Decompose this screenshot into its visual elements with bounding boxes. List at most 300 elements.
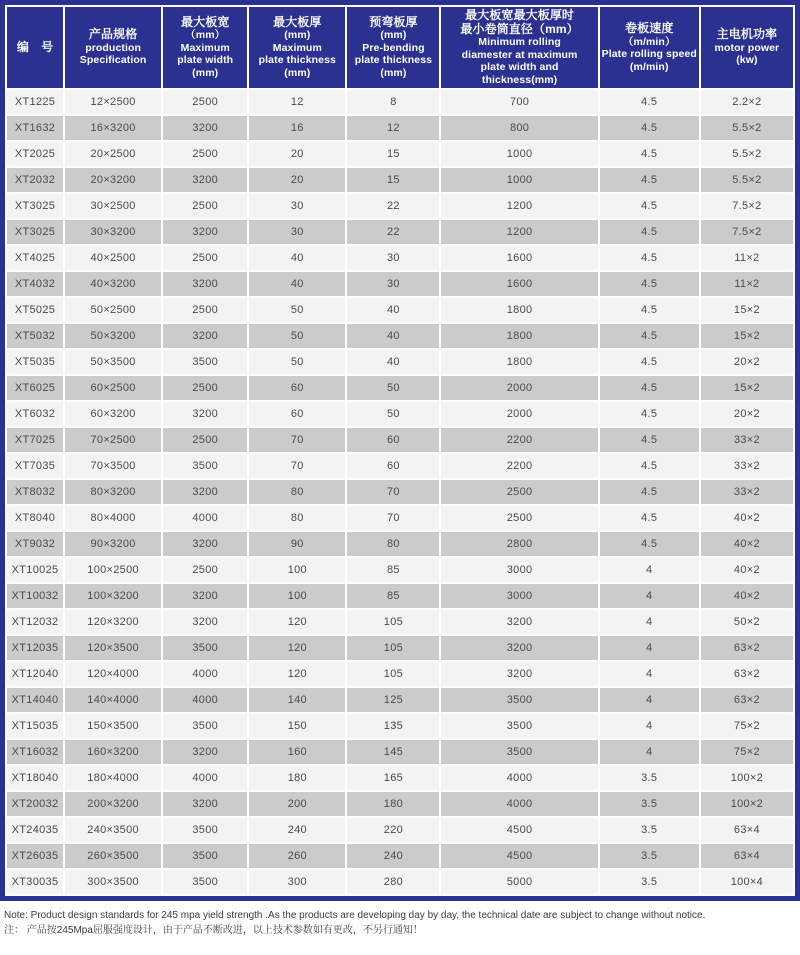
cell-max_plate_width: 3200 xyxy=(163,116,247,140)
cell-min_drum_diameter: 1600 xyxy=(441,246,597,270)
header-line: 最小卷筒直径（mm） xyxy=(460,21,579,36)
cell-min_drum_diameter: 2000 xyxy=(441,402,597,426)
header-line: (mm) xyxy=(284,66,311,79)
cell-prebending_thickness: 60 xyxy=(347,428,439,452)
cell-prebending_thickness: 30 xyxy=(347,246,439,270)
cell-prebending_thickness: 40 xyxy=(347,298,439,322)
cell-max_plate_width: 3200 xyxy=(163,272,247,296)
header-line: 最大板宽最大板厚时 xyxy=(465,8,575,22)
cell-prebending_thickness: 145 xyxy=(347,740,439,764)
cell-spec: 180×4000 xyxy=(65,766,161,790)
cell-model: XT2032 xyxy=(7,168,63,192)
cell-motor_power: 11×2 xyxy=(701,246,793,270)
cell-model: XT1225 xyxy=(7,90,63,114)
cell-min_drum_diameter: 1200 xyxy=(441,194,597,218)
header-line: (m/min) xyxy=(629,60,669,73)
cell-model: XT9032 xyxy=(7,532,63,556)
cell-model: XT3025 xyxy=(7,220,63,244)
cell-rolling_speed: 4 xyxy=(600,662,699,686)
header-line: 卷板速度 xyxy=(625,21,674,35)
cell-spec: 20×3200 xyxy=(65,168,161,192)
cell-max_plate_width: 2500 xyxy=(163,90,247,114)
cell-spec: 60×2500 xyxy=(65,376,161,400)
cell-prebending_thickness: 125 xyxy=(347,688,439,712)
cell-min_drum_diameter: 1000 xyxy=(441,168,597,192)
cell-max_plate_thickness: 40 xyxy=(249,246,345,270)
cell-prebending_thickness: 220 xyxy=(347,818,439,842)
header-line: Specification xyxy=(79,54,147,67)
cell-max_plate_thickness: 100 xyxy=(249,558,345,582)
header-line: Maximum xyxy=(272,41,322,54)
cell-model: XT12032 xyxy=(7,610,63,634)
cell-prebending_thickness: 70 xyxy=(347,480,439,504)
cell-max_plate_thickness: 60 xyxy=(249,402,345,426)
header-line: （m/min） xyxy=(622,35,676,48)
cell-model: XT4025 xyxy=(7,246,63,270)
header-line: plate width and xyxy=(480,61,559,73)
header-line: （mm） xyxy=(185,29,226,42)
cell-max_plate_width: 3200 xyxy=(163,792,247,816)
table-row xyxy=(7,636,793,660)
cell-max_plate_width: 3200 xyxy=(163,480,247,504)
cell-max_plate_width: 3200 xyxy=(163,324,247,348)
header-line: plate thickness xyxy=(354,54,433,67)
cell-max_plate_thickness: 260 xyxy=(249,844,345,868)
col-header-rolling_speed xyxy=(600,7,699,88)
cell-max_plate_width: 3500 xyxy=(163,350,247,374)
table-row xyxy=(7,844,793,868)
cell-spec: 70×3500 xyxy=(65,454,161,478)
header-line: (mm) xyxy=(284,29,311,42)
cell-rolling_speed: 4 xyxy=(600,610,699,634)
cell-motor_power: 20×2 xyxy=(701,350,793,374)
cell-min_drum_diameter: 3200 xyxy=(441,662,597,686)
cell-min_drum_diameter: 1200 xyxy=(441,220,597,244)
header-line: thickness(mm) xyxy=(481,73,558,86)
cell-min_drum_diameter: 5000 xyxy=(441,870,597,894)
cell-prebending_thickness: 40 xyxy=(347,350,439,374)
cell-model: XT8032 xyxy=(7,480,63,504)
cell-prebending_thickness: 105 xyxy=(347,662,439,686)
cell-spec: 160×3200 xyxy=(65,740,161,764)
cell-rolling_speed: 4.5 xyxy=(600,142,699,166)
cell-spec: 80×3200 xyxy=(65,480,161,504)
cell-rolling_speed: 4.5 xyxy=(600,272,699,296)
table-row xyxy=(7,506,793,530)
cell-prebending_thickness: 135 xyxy=(347,714,439,738)
table-row xyxy=(7,532,793,556)
table-row xyxy=(7,610,793,634)
cell-max_plate_thickness: 80 xyxy=(249,506,345,530)
cell-min_drum_diameter: 4500 xyxy=(441,818,597,842)
cell-model: XT6032 xyxy=(7,402,63,426)
cell-model: XT3025 xyxy=(7,194,63,218)
cell-min_drum_diameter: 3000 xyxy=(441,558,597,582)
header-line: (mm) xyxy=(380,29,407,42)
cell-max_plate_thickness: 120 xyxy=(249,662,345,686)
cell-prebending_thickness: 280 xyxy=(347,870,439,894)
cell-model: XT5035 xyxy=(7,350,63,374)
cell-max_plate_thickness: 120 xyxy=(249,610,345,634)
cell-spec: 80×4000 xyxy=(65,506,161,530)
cell-motor_power: 7.5×2 xyxy=(701,220,793,244)
cell-spec: 140×4000 xyxy=(65,688,161,712)
header-line: 最大板厚 xyxy=(273,14,322,29)
cell-motor_power: 5.5×2 xyxy=(701,142,793,166)
cell-max_plate_thickness: 50 xyxy=(249,324,345,348)
cell-motor_power: 100×2 xyxy=(701,766,793,790)
cell-motor_power: 40×2 xyxy=(701,532,793,556)
cell-spec: 30×3200 xyxy=(65,220,161,244)
col-header-min_drum_diameter xyxy=(441,7,597,88)
cell-max_plate_thickness: 12 xyxy=(249,90,345,114)
cell-motor_power: 5.5×2 xyxy=(701,168,793,192)
cell-spec: 200×3200 xyxy=(65,792,161,816)
footnotes xyxy=(0,901,800,938)
cell-motor_power: 15×2 xyxy=(701,298,793,322)
header-line: Maximum xyxy=(180,41,230,54)
cell-spec: 50×3500 xyxy=(65,350,161,374)
cell-motor_power: 33×2 xyxy=(701,454,793,478)
cell-motor_power: 33×2 xyxy=(701,480,793,504)
cell-min_drum_diameter: 4000 xyxy=(441,766,597,790)
table-row xyxy=(7,272,793,296)
header-line: 预弯板厚 xyxy=(369,14,418,29)
cell-max_plate_width: 3200 xyxy=(163,532,247,556)
cell-model: XT14040 xyxy=(7,688,63,712)
header-line: plate thickness xyxy=(258,54,336,67)
cell-spec: 100×2500 xyxy=(65,558,161,582)
col-header-max_plate_thickness xyxy=(249,7,345,88)
cell-max_plate_thickness: 200 xyxy=(249,792,345,816)
col-header-prebending_thickness xyxy=(347,7,439,88)
cell-min_drum_diameter: 2000 xyxy=(441,376,597,400)
cell-spec: 120×3500 xyxy=(65,636,161,660)
cell-motor_power: 15×2 xyxy=(701,376,793,400)
table-row xyxy=(7,766,793,790)
table-row xyxy=(7,324,793,348)
cell-motor_power: 15×2 xyxy=(701,324,793,348)
cell-max_plate_thickness: 140 xyxy=(249,688,345,712)
cell-model: XT12035 xyxy=(7,636,63,660)
header-line: motor power xyxy=(714,41,780,54)
header-line: Pre-bending xyxy=(362,41,425,54)
table-row xyxy=(7,662,793,686)
cell-max_plate_width: 2500 xyxy=(163,142,247,166)
col-header-max_plate_width xyxy=(163,7,247,88)
cell-max_plate_width: 2500 xyxy=(163,376,247,400)
note-english: Note: Product design standards for 245 mpa yield strength .As the products are developing day by day, the technical date are subject to change without notice. xyxy=(4,910,706,921)
table-header xyxy=(7,7,793,88)
cell-max_plate_width: 3200 xyxy=(163,168,247,192)
cell-rolling_speed: 3.5 xyxy=(600,792,699,816)
cell-model: XT5025 xyxy=(7,298,63,322)
cell-max_plate_thickness: 180 xyxy=(249,766,345,790)
table-row xyxy=(7,376,793,400)
cell-rolling_speed: 4.5 xyxy=(600,350,699,374)
cell-model: XT5032 xyxy=(7,324,63,348)
header-line: 编 号 xyxy=(16,39,54,54)
cell-prebending_thickness: 80 xyxy=(347,532,439,556)
cell-spec: 20×2500 xyxy=(65,142,161,166)
cell-max_plate_width: 3200 xyxy=(163,402,247,426)
cell-rolling_speed: 3.5 xyxy=(600,870,699,894)
table-row xyxy=(7,688,793,712)
cell-rolling_speed: 4.5 xyxy=(600,90,699,114)
cell-rolling_speed: 4.5 xyxy=(600,506,699,530)
cell-rolling_speed: 4 xyxy=(600,714,699,738)
cell-spec: 120×4000 xyxy=(65,662,161,686)
cell-max_plate_width: 3500 xyxy=(163,714,247,738)
table-row xyxy=(7,402,793,426)
cell-prebending_thickness: 50 xyxy=(347,376,439,400)
table-row xyxy=(7,480,793,504)
table-row xyxy=(7,298,793,322)
cell-max_plate_width: 2500 xyxy=(163,428,247,452)
cell-motor_power: 5.5×2 xyxy=(701,116,793,140)
cell-model: XT4032 xyxy=(7,272,63,296)
cell-min_drum_diameter: 2500 xyxy=(441,506,597,530)
cell-prebending_thickness: 85 xyxy=(347,584,439,608)
table-row xyxy=(7,142,793,166)
col-header-model xyxy=(7,7,63,88)
col-header-spec xyxy=(65,7,161,88)
cell-min_drum_diameter: 1800 xyxy=(441,324,597,348)
cell-min_drum_diameter: 1800 xyxy=(441,298,597,322)
cell-min_drum_diameter: 1600 xyxy=(441,272,597,296)
cell-spec: 50×2500 xyxy=(65,298,161,322)
cell-model: XT2025 xyxy=(7,142,63,166)
cell-prebending_thickness: 40 xyxy=(347,324,439,348)
cell-spec: 60×3200 xyxy=(65,402,161,426)
table-row xyxy=(7,714,793,738)
cell-model: XT10025 xyxy=(7,558,63,582)
header-row xyxy=(7,7,793,88)
table-body xyxy=(7,90,793,894)
header-line: diamester at maximum xyxy=(461,48,578,61)
cell-max_plate_thickness: 60 xyxy=(249,376,345,400)
table-row xyxy=(7,350,793,374)
cell-prebending_thickness: 105 xyxy=(347,636,439,660)
cell-rolling_speed: 4.5 xyxy=(600,168,699,192)
header-line: 最大板宽 xyxy=(181,14,230,29)
table-row xyxy=(7,116,793,140)
cell-max_plate_width: 3500 xyxy=(163,818,247,842)
note-chinese: 注： 产品按245Mpa屈服强度设计，由于产品不断改进，以上技术参数如有更改，不另行通知！ xyxy=(4,925,423,936)
cell-spec: 100×3200 xyxy=(65,584,161,608)
cell-min_drum_diameter: 2200 xyxy=(441,428,597,452)
cell-rolling_speed: 4.5 xyxy=(600,220,699,244)
cell-model: XT6025 xyxy=(7,376,63,400)
cell-max_plate_thickness: 300 xyxy=(249,870,345,894)
cell-rolling_speed: 4.5 xyxy=(600,194,699,218)
cell-motor_power: 100×2 xyxy=(701,792,793,816)
cell-model: XT30035 xyxy=(7,870,63,894)
cell-max_plate_width: 3200 xyxy=(163,584,247,608)
cell-rolling_speed: 4.5 xyxy=(600,298,699,322)
cell-rolling_speed: 4.5 xyxy=(600,402,699,426)
cell-spec: 50×3200 xyxy=(65,324,161,348)
col-header-motor_power xyxy=(701,7,793,88)
cell-max_plate_width: 3500 xyxy=(163,454,247,478)
cell-min_drum_diameter: 4500 xyxy=(441,844,597,868)
cell-rolling_speed: 4 xyxy=(600,740,699,764)
cell-rolling_speed: 4.5 xyxy=(600,454,699,478)
cell-spec: 240×3500 xyxy=(65,818,161,842)
table-row xyxy=(7,168,793,192)
cell-spec: 300×3500 xyxy=(65,870,161,894)
cell-min_drum_diameter: 3500 xyxy=(441,740,597,764)
cell-motor_power: 40×2 xyxy=(701,584,793,608)
cell-max_plate_thickness: 40 xyxy=(249,272,345,296)
cell-prebending_thickness: 22 xyxy=(347,220,439,244)
cell-rolling_speed: 4 xyxy=(600,558,699,582)
cell-rolling_speed: 3.5 xyxy=(600,844,699,868)
cell-max_plate_thickness: 150 xyxy=(249,714,345,738)
table-row xyxy=(7,740,793,764)
table-row xyxy=(7,428,793,452)
cell-model: XT24035 xyxy=(7,818,63,842)
cell-max_plate_width: 3500 xyxy=(163,636,247,660)
header-line: production xyxy=(85,41,142,54)
table-row xyxy=(7,818,793,842)
cell-motor_power: 63×2 xyxy=(701,688,793,712)
cell-prebending_thickness: 165 xyxy=(347,766,439,790)
cell-max_plate_thickness: 80 xyxy=(249,480,345,504)
cell-model: XT16032 xyxy=(7,740,63,764)
cell-min_drum_diameter: 3200 xyxy=(441,610,597,634)
cell-model: XT26035 xyxy=(7,844,63,868)
cell-max_plate_thickness: 90 xyxy=(249,532,345,556)
cell-model: XT20032 xyxy=(7,792,63,816)
cell-rolling_speed: 3.5 xyxy=(600,766,699,790)
cell-spec: 120×3200 xyxy=(65,610,161,634)
table-row xyxy=(7,220,793,244)
cell-min_drum_diameter: 2800 xyxy=(441,532,597,556)
header-line: 产品规格 xyxy=(88,27,138,42)
cell-rolling_speed: 4.5 xyxy=(600,376,699,400)
cell-motor_power: 20×2 xyxy=(701,402,793,426)
cell-prebending_thickness: 8 xyxy=(347,90,439,114)
cell-max_plate_width: 3200 xyxy=(163,610,247,634)
cell-min_drum_diameter: 3500 xyxy=(441,688,597,712)
cell-model: XT1632 xyxy=(7,116,63,140)
cell-max_plate_thickness: 50 xyxy=(249,350,345,374)
header-line: (kw) xyxy=(736,54,758,67)
cell-motor_power: 33×2 xyxy=(701,428,793,452)
cell-max_plate_width: 4000 xyxy=(163,662,247,686)
cell-min_drum_diameter: 2500 xyxy=(441,480,597,504)
cell-spec: 12×2500 xyxy=(65,90,161,114)
cell-spec: 40×3200 xyxy=(65,272,161,296)
cell-min_drum_diameter: 3500 xyxy=(441,714,597,738)
cell-max_plate_thickness: 70 xyxy=(249,454,345,478)
cell-max_plate_thickness: 120 xyxy=(249,636,345,660)
cell-min_drum_diameter: 3200 xyxy=(441,636,597,660)
cell-max_plate_width: 4000 xyxy=(163,506,247,530)
cell-max_plate_thickness: 160 xyxy=(249,740,345,764)
cell-rolling_speed: 4 xyxy=(600,688,699,712)
cell-model: XT10032 xyxy=(7,584,63,608)
cell-max_plate_thickness: 100 xyxy=(249,584,345,608)
cell-rolling_speed: 4.5 xyxy=(600,428,699,452)
cell-min_drum_diameter: 3000 xyxy=(441,584,597,608)
cell-rolling_speed: 4 xyxy=(600,636,699,660)
cell-motor_power: 40×2 xyxy=(701,558,793,582)
cell-prebending_thickness: 180 xyxy=(347,792,439,816)
cell-spec: 260×3500 xyxy=(65,844,161,868)
cell-model: XT15035 xyxy=(7,714,63,738)
cell-min_drum_diameter: 800 xyxy=(441,116,597,140)
cell-max_plate_thickness: 16 xyxy=(249,116,345,140)
cell-spec: 150×3500 xyxy=(65,714,161,738)
cell-max_plate_thickness: 70 xyxy=(249,428,345,452)
cell-max_plate_width: 4000 xyxy=(163,766,247,790)
table-row xyxy=(7,194,793,218)
cell-max_plate_thickness: 20 xyxy=(249,168,345,192)
header-line: Minimum rolling xyxy=(478,36,561,48)
table-row xyxy=(7,454,793,478)
cell-max_plate_thickness: 30 xyxy=(249,220,345,244)
cell-min_drum_diameter: 4000 xyxy=(441,792,597,816)
cell-motor_power: 40×2 xyxy=(701,506,793,530)
table-row xyxy=(7,90,793,114)
cell-rolling_speed: 4.5 xyxy=(600,532,699,556)
cell-max_plate_width: 3200 xyxy=(163,220,247,244)
cell-max_plate_thickness: 30 xyxy=(249,194,345,218)
cell-prebending_thickness: 105 xyxy=(347,610,439,634)
table-row xyxy=(7,792,793,816)
cell-max_plate_width: 3500 xyxy=(163,870,247,894)
cell-prebending_thickness: 22 xyxy=(347,194,439,218)
cell-min_drum_diameter: 1000 xyxy=(441,142,597,166)
cell-spec: 90×3200 xyxy=(65,532,161,556)
cell-prebending_thickness: 70 xyxy=(347,506,439,530)
cell-motor_power: 63×4 xyxy=(701,844,793,868)
spec-table xyxy=(5,5,795,896)
cell-max_plate_width: 3200 xyxy=(163,740,247,764)
cell-motor_power: 75×2 xyxy=(701,714,793,738)
cell-rolling_speed: 4.5 xyxy=(600,246,699,270)
cell-rolling_speed: 4.5 xyxy=(600,324,699,348)
cell-prebending_thickness: 60 xyxy=(347,454,439,478)
cell-max_plate_thickness: 20 xyxy=(249,142,345,166)
cell-min_drum_diameter: 700 xyxy=(441,90,597,114)
cell-motor_power: 7.5×2 xyxy=(701,194,793,218)
cell-spec: 16×3200 xyxy=(65,116,161,140)
cell-motor_power: 75×2 xyxy=(701,740,793,764)
cell-prebending_thickness: 15 xyxy=(347,142,439,166)
header-line: plate width xyxy=(177,54,234,67)
cell-model: XT12040 xyxy=(7,662,63,686)
cell-motor_power: 63×4 xyxy=(701,818,793,842)
cell-motor_power: 11×2 xyxy=(701,272,793,296)
cell-model: XT7035 xyxy=(7,454,63,478)
cell-prebending_thickness: 85 xyxy=(347,558,439,582)
table-row xyxy=(7,558,793,582)
table-row xyxy=(7,246,793,270)
cell-rolling_speed: 3.5 xyxy=(600,818,699,842)
header-line: 主电机功率 xyxy=(716,27,778,42)
header-line: (mm) xyxy=(380,66,407,79)
cell-max_plate_width: 4000 xyxy=(163,688,247,712)
cell-max_plate_width: 2500 xyxy=(163,194,247,218)
cell-motor_power: 63×2 xyxy=(701,662,793,686)
cell-rolling_speed: 4 xyxy=(600,584,699,608)
cell-prebending_thickness: 240 xyxy=(347,844,439,868)
cell-rolling_speed: 4.5 xyxy=(600,116,699,140)
cell-max_plate_thickness: 50 xyxy=(249,298,345,322)
